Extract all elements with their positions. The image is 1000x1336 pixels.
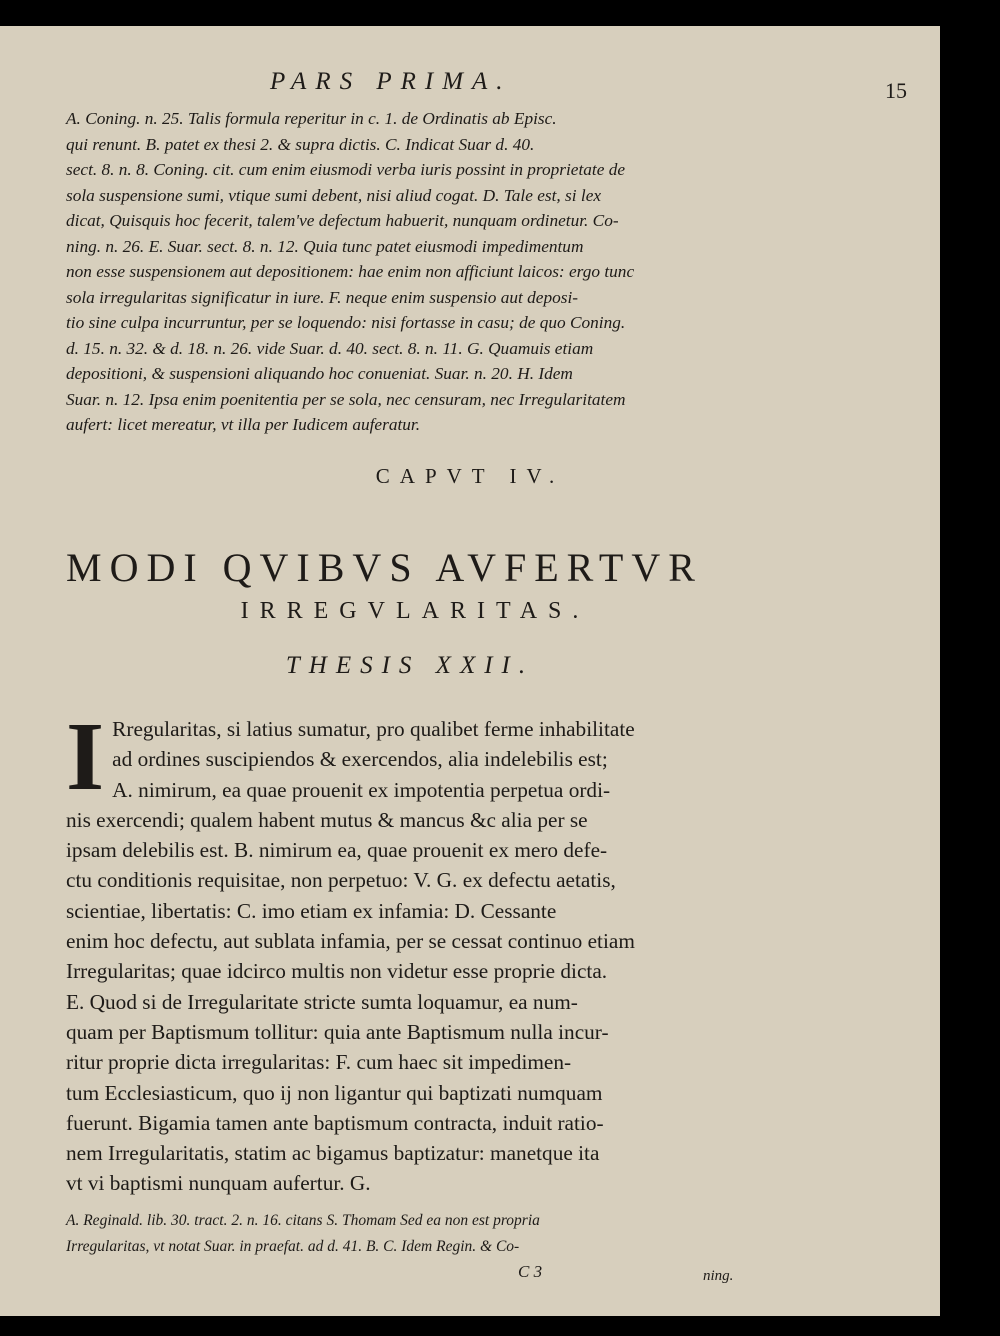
note-line: ning. n. 26. E. Suar. sect. 8. n. 12. Quia tunc patet eiusmodi impedimentum: [66, 236, 584, 256]
note-line: sola irregularitas significatur in iure. F. neque enim suspensio aut deposi-: [66, 287, 579, 307]
note-line: Suar. n. 12. Ipsa enim poenitentia per se sola, nec censuram, nec Irregularitatem: [66, 389, 626, 409]
signature-mark: C 3: [518, 1262, 543, 1281]
marginal-notes: [66, 106, 794, 438]
chapter-subtitle: IRREGVLARITAS.: [240, 598, 590, 624]
chapter-number: CAPVT IV.: [375, 464, 565, 488]
footnotes: [66, 1208, 766, 1260]
note-line: qui renunt. B. patet ex thesi 2. & supra dictis. C. Indicat Suar d. 40.: [66, 134, 535, 154]
body-line: ipsam delebilis est. B. nimirum ea, quae prouenit ex mero defe-: [66, 838, 608, 863]
body-line: vt vi baptismi nunquam aufertur. G.: [66, 1171, 371, 1196]
body-line: tum Ecclesiasticum, quo ij non ligantur qui baptizati numquam: [66, 1080, 603, 1105]
body-line: ritur proprie dicta irregularitas: F. cum haec sit impedimen-: [66, 1050, 572, 1075]
note-line: non esse suspensionem aut depositionem: hae enim non afficiunt laicos: ergo tunc: [66, 262, 635, 281]
note-line: depositioni, & suspensioni aliquando hoc conueniat. Suar. n. 20. H. Idem: [66, 364, 573, 383]
body-line: ad ordines suscipiendos & exercendos, alia indelebilis est;: [112, 747, 608, 772]
body-line: nem Irregularitatis, statim ac bigamus baptizatur: manetque ita: [66, 1141, 600, 1166]
body-line: Irregularitas; quae idcirco multis non videtur esse proprie dicta.: [66, 959, 608, 984]
running-title: PARS PRIMA.: [270, 68, 512, 95]
footnote-line: Irregularitas, vt notat Suar. in praefat. ad d. 41. B. C. Idem Regin. & Co-: [66, 1238, 520, 1255]
note-line: sola suspensione sumi, vtique sumi debent, nisi aliud cogat. D. Tale est, si lex: [66, 185, 602, 205]
page-number: 15: [885, 78, 907, 103]
footnote-line: A. Reginald. lib. 30. tract. 2. n. 16. citans S. Thomam Sed ea non est propria: [66, 1212, 540, 1229]
chapter-title: MODI QVIBVS AVFERTVR: [66, 545, 703, 590]
body-line: enim hoc defectu, aut sublata infamia, per se cessat continuo etiam: [66, 929, 635, 954]
note-line: d. 15. n. 32. & d. 18. n. 26. vide Suar. d. 40. sect. 8. n. 11. G. Quamuis etiam: [66, 338, 594, 358]
body-line: E. Quod si de Irregularitate stricte sumta loquamur, ea num-: [66, 989, 578, 1014]
note-line: tio sine culpa incurruntur, per se loquendo: nisi fortasse in casu; de quo Coning.: [66, 313, 626, 332]
body-line: nis exercendi; qualem habent mutus & mancus &c alia per se: [66, 807, 588, 832]
body-line: quam per Baptismum tollitur: quia ante Baptismum nulla incur-: [66, 1019, 609, 1044]
book-page: [0, 26, 940, 1316]
drop-cap: I: [66, 703, 105, 811]
note-line: sect. 8. n. 8. Coning. cit. cum enim eiusmodi verba iuris possint in proprietate de: [66, 160, 626, 179]
thesis-heading: THESIS XXII.: [285, 652, 535, 679]
body-line: ctu conditionis requisitae, non perpetuo: V. G. ex defectu aetatis,: [66, 868, 616, 893]
note-line: aufert: licet mereatur, vt illa per Iudicem auferatur.: [66, 415, 421, 434]
body-line: scientiae, libertatis: C. imo etiam ex infamia: D. Cessante: [66, 898, 557, 923]
note-line: A. Coning. n. 25. Talis formula reperitur in c. 1. de Ordinatis ab Episc.: [66, 109, 557, 128]
note-line: dicat, Quisquis hoc fecerit, talem've defectum habuerit, nunquam ordinetur. Co-: [66, 211, 619, 230]
body-text: [66, 703, 770, 1199]
body-line: Rregularitas, si latius sumatur, pro qualibet ferme inhabilitate: [112, 717, 635, 741]
body-line: fuerunt. Bigamia tamen ante baptismum contracta, induit ratio-: [66, 1110, 604, 1135]
body-line: A. nimirum, ea quae prouenit ex impotentia perpetua ordi-: [112, 777, 611, 802]
catchword: ning.: [703, 1268, 734, 1284]
